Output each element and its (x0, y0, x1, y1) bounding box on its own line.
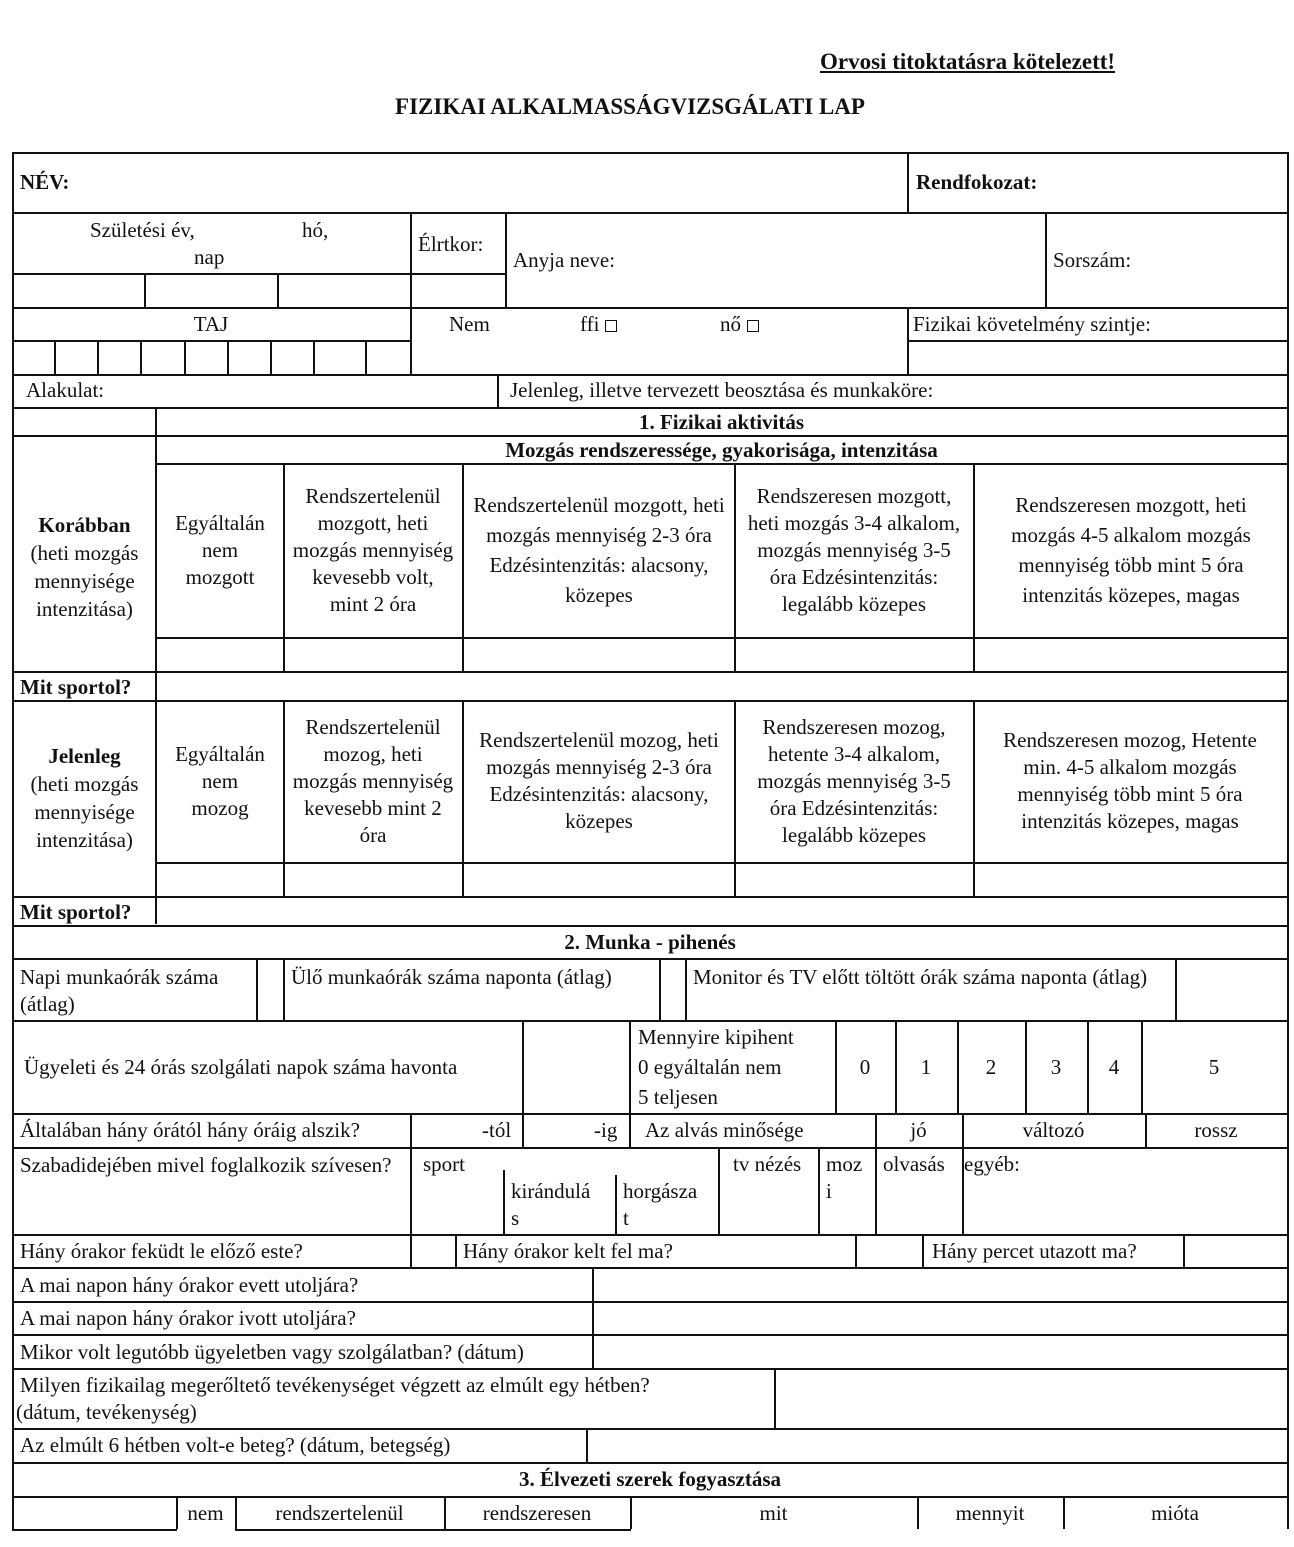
substance-col-amount: mennyit (955, 1501, 1025, 1525)
bedtime-question: Hány órakor feküdt le előző este? (20, 1239, 303, 1263)
exertion-question-1: Milyen fizikailag megerőltető tevékenységet végzett az elmúlt egy hétben? (20, 1373, 650, 1397)
previous-sport-question: Mit sportol? (20, 675, 132, 699)
current-option-1: Rendszertelenül mozog, heti mozgás mennyiség kevesebb mint 2 óra (292, 714, 454, 847)
exertion-question-2: (dátum, tevékenység) (16, 1400, 197, 1424)
commute-question: Hány percet utazott ma? (932, 1239, 1137, 1263)
previous-option-0: Egyáltalán nem mozgott (175, 510, 265, 589)
previous-activity-label (14, 463, 155, 671)
rested-scale-3[interactable]: 3 (1050, 1055, 1062, 1079)
screen-hours-label: Monitor és TV előtt töltött órák száma naponta (átlag) (693, 965, 1148, 989)
sex-label: Nem (449, 312, 490, 336)
rested-scale-4[interactable]: 4 (1108, 1055, 1120, 1079)
previous-option-2: Rendszertelenül mozgott, heti mozgás mennyiség 2-3 óra Edzésintenzitás: alacsony, közepes (473, 493, 725, 607)
current-option-3: Rendszeresen mozog, hetente 3-4 alkalom, mozgás mennyiség 3-5 óra Edzésintenzitás: legalább közepes (757, 714, 951, 847)
female-label: nő (720, 312, 741, 336)
sitting-hours-label: Ülő munkaórák száma naponta (átlag) (291, 965, 612, 989)
current-option-4: Rendszeresen mozog, Hetente min. 4-5 alkalom mozgás mennyiség több mint 5 óra intenzitás közepes, magas (1003, 728, 1257, 833)
birth-year-label: Születési év, (90, 218, 195, 242)
duty-days-label: Ügyeleti és 24 órás szolgálati napok száma havonta (24, 1055, 458, 1079)
fitness-level-label: Fizikai követelmény szintje: (913, 312, 1151, 336)
current-note: (heti mozgás mennyisége intenzitása) (30, 772, 139, 852)
illness-question: Az elmúlt 6 hétben volt-e beteg? (dátum, betegség) (20, 1433, 451, 1457)
leisure-fishing-1[interactable]: horgásza (623, 1179, 698, 1203)
rested-question-2: 0 egyáltalán nem (638, 1055, 782, 1079)
previous-option-1: Rendszertelenül mozgott, heti mozgás mennyiség kevesebb volt, mint 2 óra (292, 483, 454, 616)
rested-scale-2[interactable]: 2 (985, 1055, 997, 1079)
current-activity-label (14, 700, 155, 896)
leisure-question: Szabadidejében mivel foglalkozik szívesen? (20, 1153, 392, 1177)
leisure-cinema-1[interactable]: moz (826, 1152, 863, 1176)
substance-col-irregular: rendszertelenül (275, 1501, 404, 1525)
quality-variable[interactable]: változó (1022, 1118, 1085, 1142)
rested-scale-5[interactable]: 5 (1208, 1055, 1220, 1079)
current-title: Jelenleg (48, 744, 121, 768)
mother-name-label: Anyja neve: (513, 248, 616, 272)
male-label: ffi (580, 312, 600, 336)
daily-hours-label: Napi munkaórák száma (átlag) (20, 965, 219, 1016)
position-label: Jelenleg, illetve tervezett beosztása és munkaköre: (510, 378, 934, 402)
sleep-quality-label: Az alvás minősége (645, 1118, 804, 1142)
leisure-sport[interactable]: sport (423, 1152, 465, 1176)
name-label: NÉV: (20, 170, 70, 194)
last-duty-question: Mikor volt legutóbb ügyeletben vagy szolgálatban? (dátum) (20, 1340, 524, 1364)
male-checkbox[interactable] (605, 320, 617, 332)
substance-col-regular: rendszeresen (482, 1501, 592, 1525)
female-checkbox[interactable] (747, 320, 759, 332)
section1-title: 1. Fizikai aktivitás (638, 410, 805, 434)
leisure-fishing-2[interactable]: t (623, 1206, 629, 1230)
current-option-0: Egyáltalán nem mozog (175, 741, 265, 820)
leisure-other: egyéb: (964, 1152, 1020, 1176)
last-drink-question: A mai napon hány órakor ivott utoljára? (20, 1306, 356, 1330)
form-title: FIZIKAI ALKALMASSÁGVIZSGÁLATI LAP (395, 94, 865, 119)
age-label: Élrtkor: (418, 232, 484, 256)
last-meal-question: A mai napon hány órakor evett utoljára? (20, 1273, 359, 1297)
leisure-cinema-2[interactable]: i (826, 1179, 832, 1203)
section1-subtitle: Mozgás rendszeressége, gyakorisága, intenzitása (505, 438, 938, 462)
rested-scale-0[interactable]: 0 (859, 1055, 871, 1079)
rested-scale-1[interactable]: 1 (920, 1055, 932, 1079)
rested-question-1: Mennyire kipihent (638, 1025, 794, 1049)
current-option-2: Rendszertelenül mozog, heti mozgás mennyiség 2-3 óra Edzésintenzitás: alacsony, közepes (479, 728, 719, 833)
section2-title: 2. Munka - pihenés (564, 930, 736, 954)
leisure-tv[interactable]: tv nézés (733, 1152, 802, 1176)
sleep-to: -ig (594, 1118, 618, 1142)
previous-note: (heti mozgás mennyisége intenzitása) (30, 541, 139, 621)
rested-question-3: 5 teljesen (638, 1085, 718, 1109)
substance-col-what: mit (759, 1501, 788, 1525)
sleep-question: Általában hány órától hány óráig alszik? (20, 1118, 360, 1142)
previous-option-3: Rendszeresen mozgott, heti mozgás 3-4 alkalom, mozgás mennyiség 3-5 óra Edzésintenzitás: legalább közepes (747, 483, 961, 616)
leisure-hiking-1[interactable]: kirándulá (511, 1179, 591, 1203)
current-sport-question: Mit sportol? (20, 900, 132, 924)
leisure-hiking-2[interactable]: s (511, 1206, 520, 1230)
section3-title: 3. Élvezeti szerek fogyasztása (518, 1467, 782, 1491)
unit-label: Alakulat: (26, 378, 105, 402)
birth-day-label: nap (194, 245, 225, 269)
rank-label: Rendfokozat: (916, 170, 1038, 194)
sleep-from: -tól (482, 1118, 512, 1142)
quality-bad[interactable]: rossz (1194, 1118, 1238, 1142)
taj-label: TAJ (193, 312, 229, 336)
serial-number-label: Sorszám: (1053, 248, 1132, 272)
leisure-reading[interactable]: olvasás (883, 1152, 945, 1176)
confidential-notice: Orvosi titoktatásra kötelezett! (820, 49, 1116, 74)
quality-good[interactable]: jó (910, 1118, 927, 1142)
previous-title: Korábban (38, 513, 131, 537)
sex-male-option[interactable] (580, 312, 617, 336)
substance-col-no: nem (187, 1501, 224, 1525)
substance-col-since: mióta (1151, 1501, 1199, 1525)
sex-female-option[interactable] (720, 312, 759, 336)
wake-question: Hány órakor kelt fel ma? (463, 1239, 673, 1263)
birth-month-label: hó, (302, 218, 329, 242)
previous-option-4: Rendszeresen mozgott, heti mozgás 4-5 alkalom mozgás mennyiség több mint 5 óra intenzitás közepes, magas (1011, 493, 1251, 607)
